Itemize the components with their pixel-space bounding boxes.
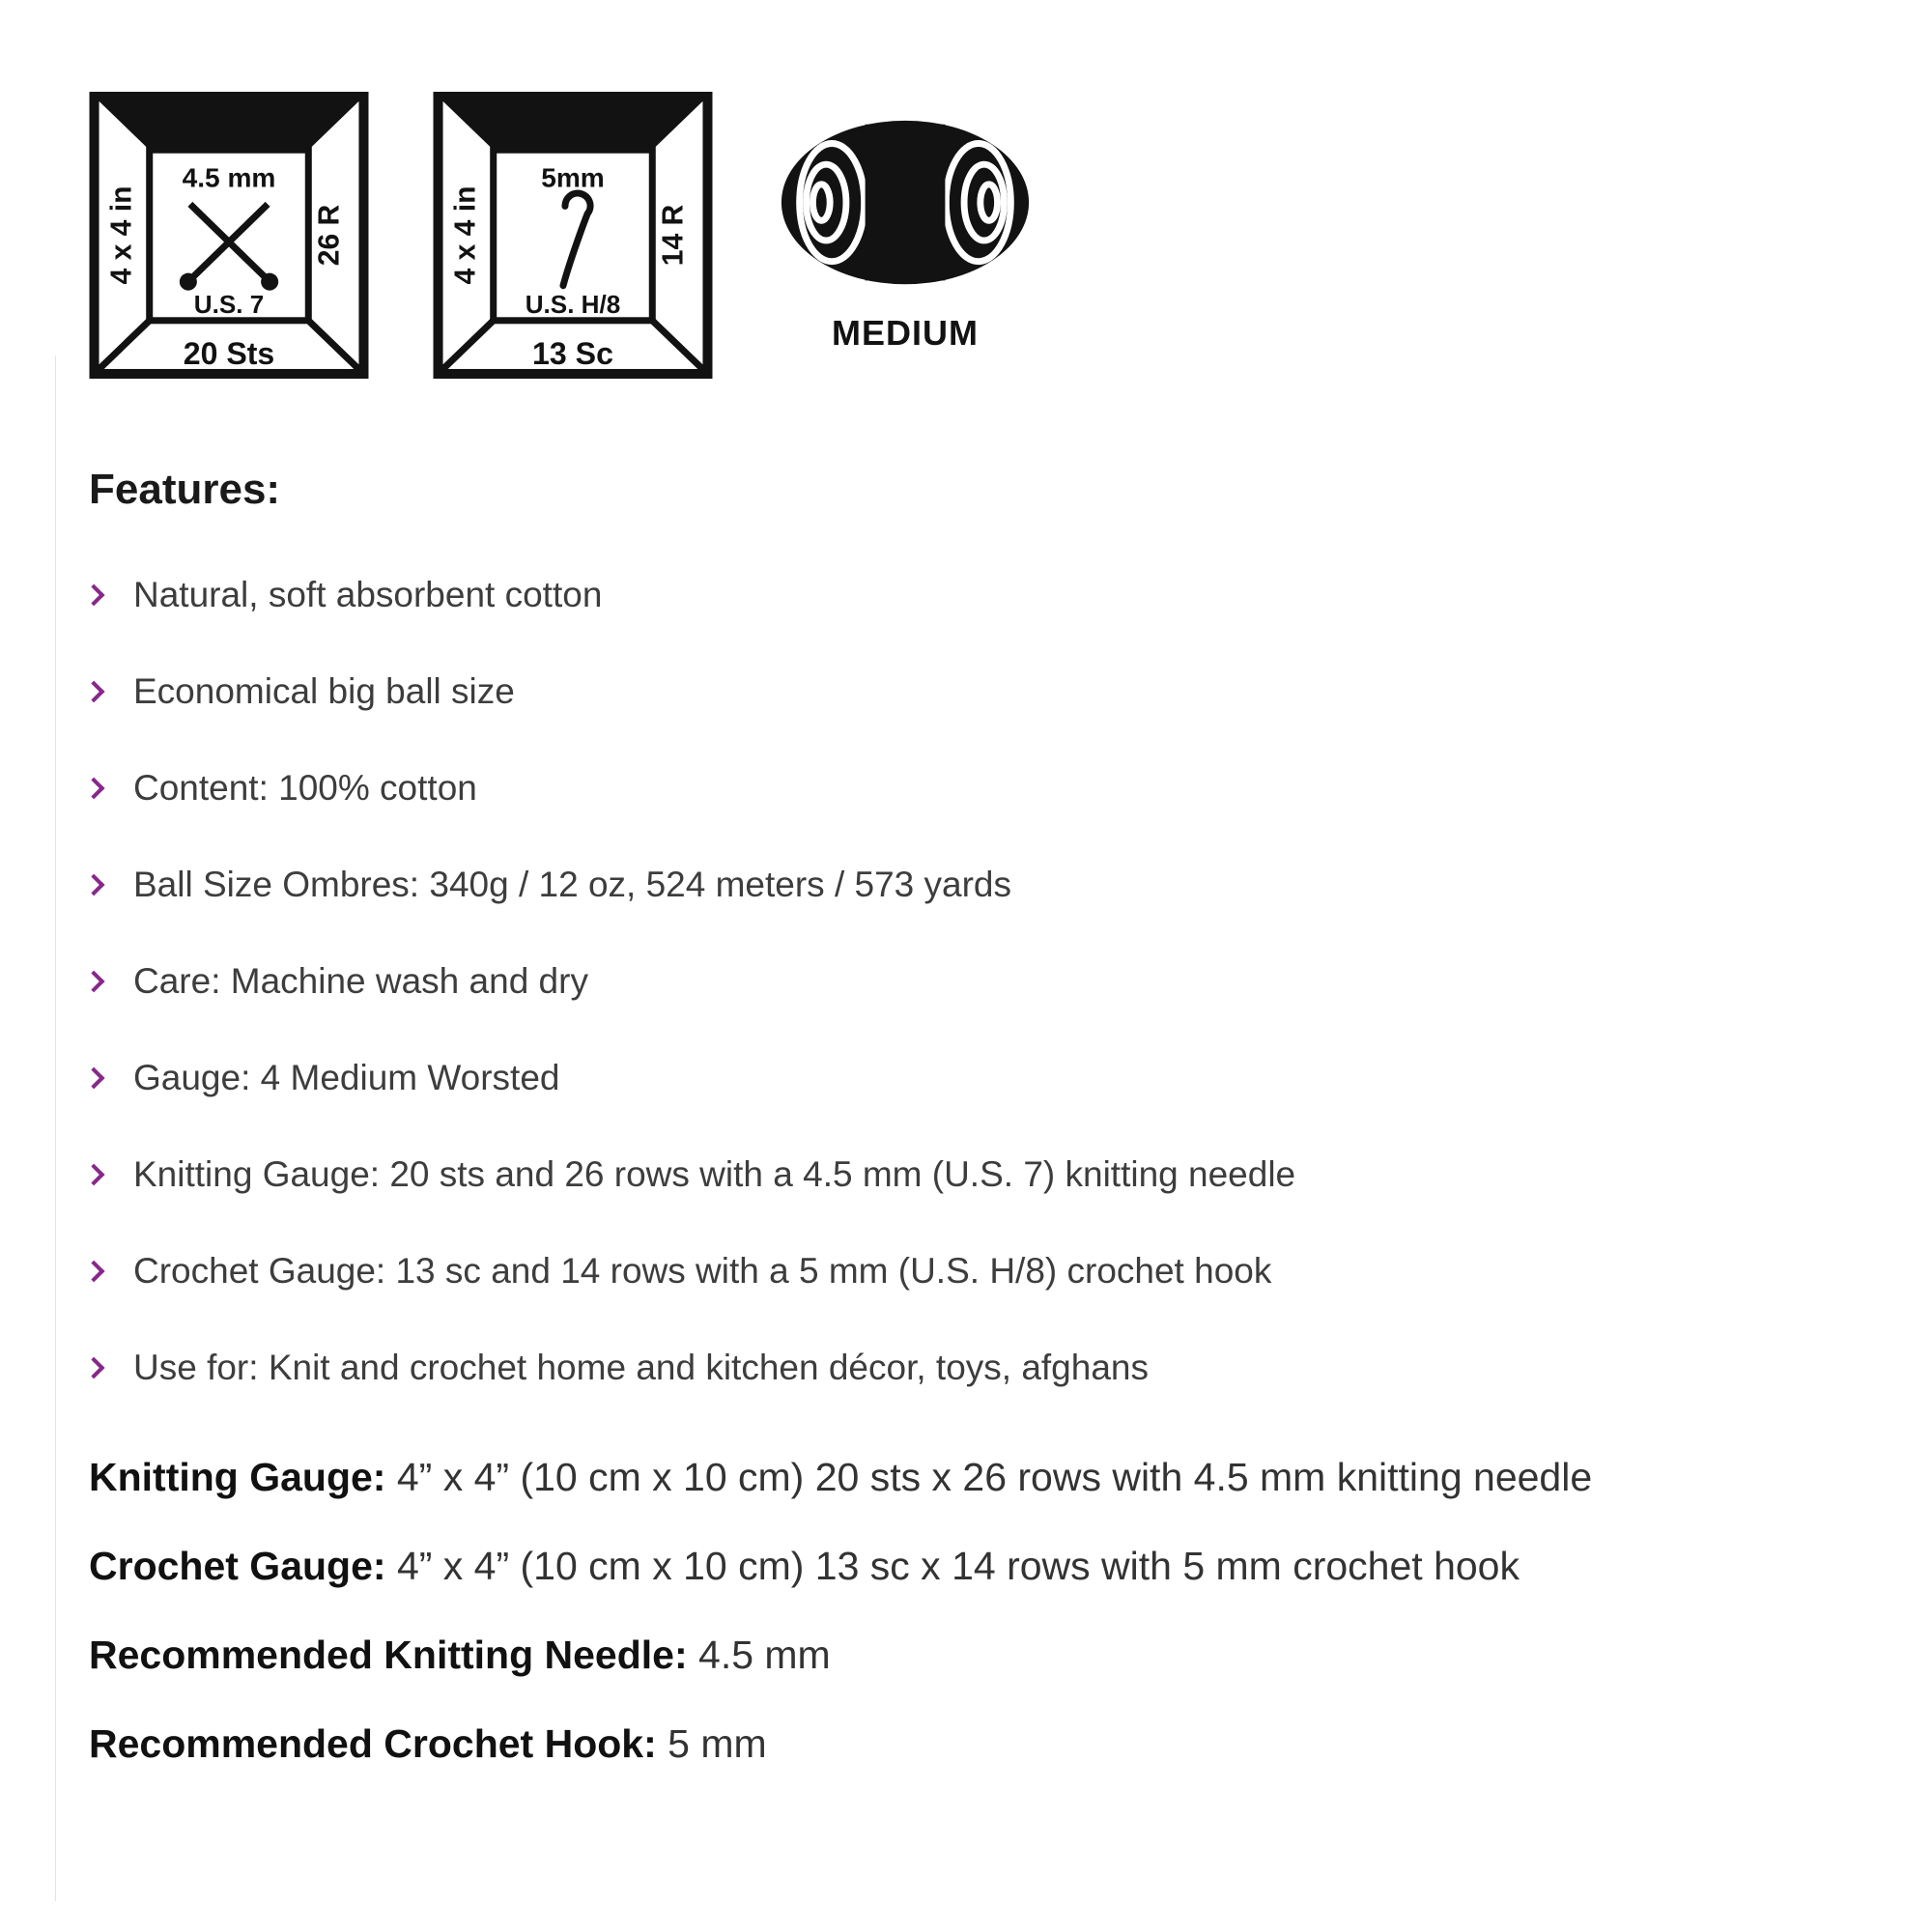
recommended-needle-spec: [89, 1630, 1874, 1680]
chevron-right-icon: [83, 778, 105, 800]
gauge-specs: [89, 1452, 1874, 1769]
list-item: [89, 1346, 1874, 1390]
feature-text: Economical big ball size: [133, 671, 515, 711]
crochet-gauge-icon: [433, 92, 713, 379]
list-item: [89, 766, 1874, 810]
list-item: [89, 573, 1874, 617]
spec-value: 4” x 4” (10 cm x 10 cm) 13 sc x 14 rows with 5 mm crochet hook: [385, 1544, 1520, 1588]
chevron-right-icon: [83, 584, 105, 607]
knitting-gauge-icon: [89, 92, 369, 379]
knitting-gauge-spec: [89, 1452, 1874, 1502]
chevron-right-icon: [83, 971, 105, 993]
content-left-border: [55, 355, 56, 1901]
knit-needle-size-label: 4.5 mm: [182, 162, 276, 193]
knit-gauge-cm-label: 10 x 10 cm: [155, 109, 303, 142]
spec-value: 4” x 4” (10 cm x 10 cm) 20 sts x 26 rows with 4.5 mm knitting needle: [385, 1455, 1593, 1499]
chevron-right-icon: [83, 1067, 105, 1090]
crochet-gauge-rows-label: 14 R: [657, 204, 690, 267]
chevron-right-icon: [83, 681, 105, 703]
knit-gauge-rows-label: 26 R: [313, 204, 346, 267]
feature-text: Gauge: 4 Medium Worsted: [133, 1058, 560, 1097]
spec-label: Knitting Gauge:: [89, 1455, 386, 1499]
yarn-weight-label: MEDIUM: [832, 313, 979, 353]
crochet-hook-size-label: 5mm: [541, 162, 605, 193]
feature-text: Care: Machine wash and dry: [133, 961, 588, 1001]
crochet-gauge-sc-label: 13 Sc: [532, 335, 613, 371]
list-item: [89, 1249, 1874, 1293]
spec-label: Recommended Crochet Hook:: [89, 1721, 657, 1766]
recommended-hook-spec: [89, 1719, 1874, 1769]
chevron-right-icon: [83, 874, 105, 896]
crochet-gauge-spec: [89, 1541, 1874, 1591]
feature-text: Natural, soft absorbent cotton: [133, 575, 603, 614]
feature-text: Knitting Gauge: 20 sts and 26 rows with a 4.5 mm (U.S. 7) knitting needle: [133, 1154, 1296, 1194]
chevron-right-icon: [83, 1357, 105, 1379]
crochet-gauge-cm-label: 10 x 10 cm: [498, 109, 647, 142]
list-item: [89, 959, 1874, 1004]
feature-text: Crochet Gauge: 13 sc and 14 rows with a 5 mm (U.S. H/8) crochet hook: [133, 1251, 1272, 1291]
crochet-hook-icon: [563, 193, 590, 286]
yarn-weight-icon: [777, 107, 1034, 354]
yarn-weight-number: 4: [882, 156, 928, 249]
feature-text: Use for: Knit and crochet home and kitchen décor, toys, afghans: [133, 1348, 1149, 1387]
crochet-gauge-in-label: 4 x 4 in: [449, 185, 482, 285]
knit-us-size-label: U.S. 7: [193, 289, 265, 319]
knit-gauge-sts-label: 20 Sts: [183, 335, 275, 371]
crochet-us-size-label: U.S. H/8: [525, 289, 621, 319]
chevron-right-icon: [83, 1261, 105, 1283]
crossed-knitting-needles-icon: [180, 204, 278, 290]
features-heading: Features:: [89, 466, 281, 513]
spec-label: Crochet Gauge:: [89, 1544, 386, 1588]
feature-text: Content: 100% cotton: [133, 768, 477, 808]
list-item: [89, 669, 1874, 714]
spec-value: 4.5 mm: [687, 1633, 831, 1677]
knit-gauge-in-label: 4 x 4 in: [105, 185, 138, 285]
spec-label: Recommended Knitting Needle:: [89, 1633, 688, 1677]
list-item: [89, 1152, 1874, 1197]
feature-text: Ball Size Ombres: 340g / 12 oz, 524 meters / 573 yards: [133, 865, 1012, 904]
list-item: [89, 863, 1874, 907]
list-item: [89, 1056, 1874, 1100]
chevron-right-icon: [83, 1164, 105, 1186]
spec-value: 5 mm: [656, 1721, 767, 1766]
features-list: [89, 573, 1874, 1390]
gauge-icon-row: [89, 92, 1874, 382]
